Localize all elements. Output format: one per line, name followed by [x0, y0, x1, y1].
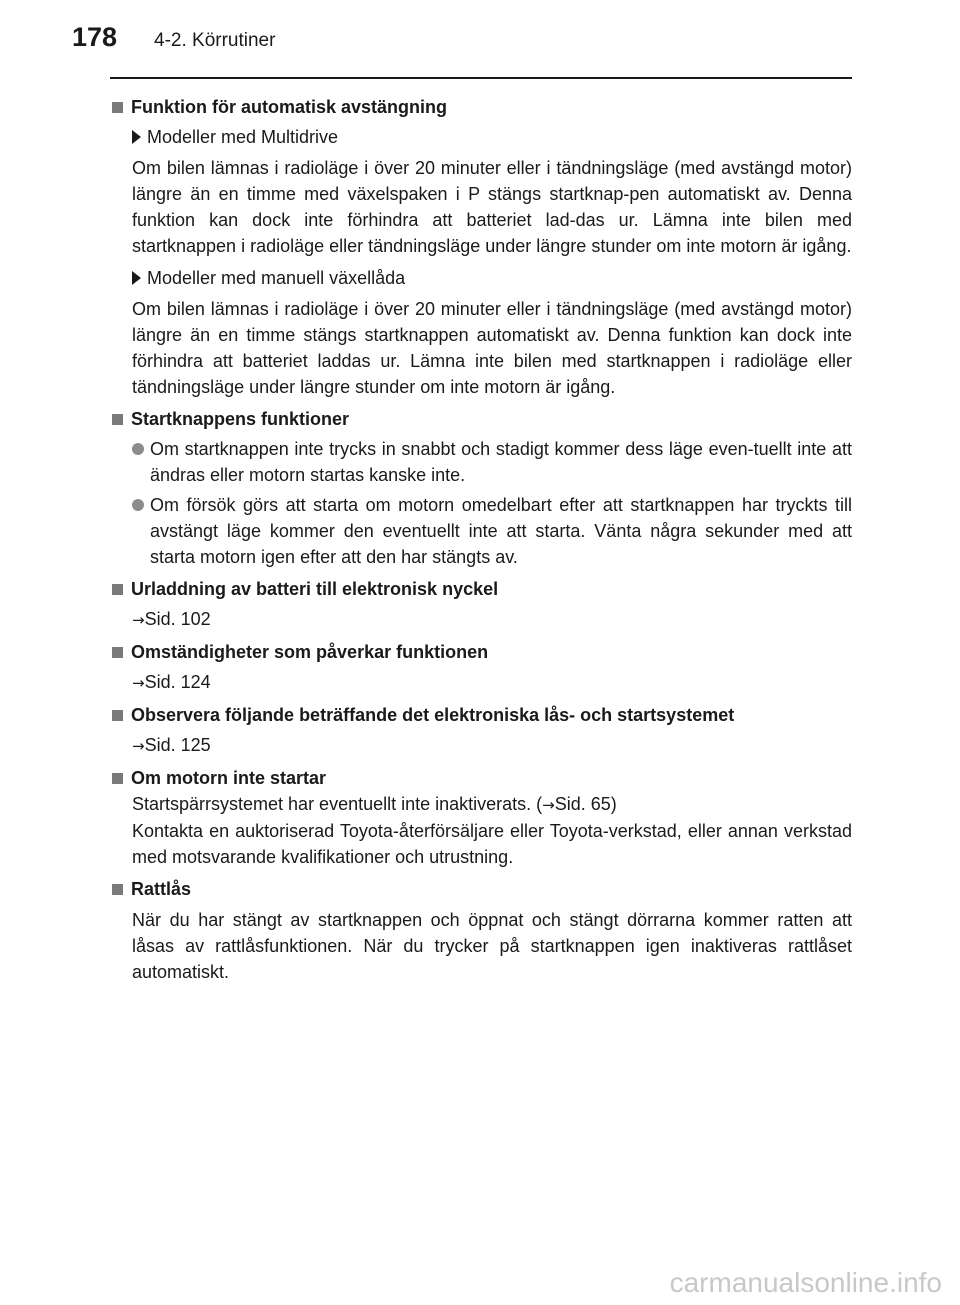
immobilizer-line: [132, 791, 852, 818]
list-item-text: Om försök görs att starta om motorn omedelbart efter att startknappen har tryckts till avstängt läge kommer den eventuellt inte att starta. Vänta några sekunder med att starta motorn igen efter att den har stängts av.: [150, 495, 852, 567]
heading-text: Funktion för automatisk avstängning: [131, 96, 448, 117]
square-bullet-icon: [112, 102, 123, 113]
arrow-right-icon: →: [132, 737, 145, 755]
page-content: [112, 90, 852, 985]
paragraph-steering-lock: När du har stängt av startknappen och öppnat och stängt dörrarna kommer ratten att låsas av rattlåsfunktionen. När du trycker på startknappen igen inaktiveras rattlåset automatiskt.: [132, 910, 852, 982]
subheading-text: Modeller med manuell växellåda: [147, 267, 406, 288]
heading-text: Omständigheter som påverkar funktionen: [131, 641, 489, 662]
paragraph-manual: Om bilen lämnas i radioläge i över 20 minuter eller i tändningsläge (med avstängd motor) längre än en timme stängs startknappen automatiskt av. Denna funktion kan dock inte förhindra att batteriet laddas ur. Lämna inte bilen med startknappen i radioläge eller tändningsläge under längre stunder om inte motorn är igång.: [132, 299, 852, 397]
list-item: [132, 492, 852, 570]
heading-text: Urladdning av batteri till elektronisk nyckel: [131, 578, 499, 599]
list-item: [132, 436, 852, 488]
page-number: 178: [72, 22, 118, 52]
reference-text: Sid. 125: [144, 735, 211, 755]
section-heading-no-start: [112, 765, 852, 791]
reference-text[interactable]: Sid. 65): [554, 794, 617, 814]
arrow-right-icon: →: [542, 796, 555, 814]
reference-text: Sid. 124: [144, 672, 211, 692]
section-heading-steering-lock: [112, 876, 852, 902]
section-title: 4-2. Körrutiner: [154, 30, 276, 51]
watermark: carmanualsonline.info: [669, 1267, 942, 1298]
section-heading-auto-off: [112, 94, 852, 120]
heading-text: Startknappens funktioner: [131, 408, 350, 429]
square-bullet-icon: [112, 710, 123, 721]
arrow-right-icon: →: [132, 674, 145, 692]
header-divider: [110, 77, 852, 79]
heading-text: Om motorn inte startar: [131, 767, 327, 788]
heading-text: Rattlås: [131, 878, 192, 899]
triangle-bullet-icon: [132, 271, 141, 285]
square-bullet-icon: [112, 884, 123, 895]
square-bullet-icon: [112, 414, 123, 425]
list-item-text: Om startknappen inte trycks in snabbt och stadigt kommer dess läge even-tuellt inte att ändras eller motorn startas kanske inte.: [150, 439, 852, 485]
circle-bullet-icon: [132, 443, 144, 455]
page-header: [0, 0, 960, 66]
reference-text: Sid. 102: [144, 609, 211, 629]
subheading-manual: [132, 265, 852, 291]
page-reference-link[interactable]: [132, 606, 852, 633]
paragraph-multidrive: Om bilen lämnas i radioläge i över 20 minuter eller i tändningsläge (med avstängd motor) längre än en timme med växelspaken i P stängs startknap-pen automatiskt av. Denna funktion kan dock inte förhindra att batteriet lad-das ur. Lämna inte bilen med startknappen i radioläge eller tändningsläge under längre stunder om inte motorn är igång.: [132, 158, 852, 256]
section-heading-observe: [112, 702, 852, 728]
line-text: Startspärrsystemet har eventuellt inte inaktiverats. (: [132, 794, 543, 814]
triangle-bullet-icon: [132, 130, 141, 144]
square-bullet-icon: [112, 773, 123, 784]
circle-bullet-icon: [132, 499, 144, 511]
subheading-multidrive: [132, 124, 852, 150]
section-heading-conditions: [112, 639, 852, 665]
section-heading-battery: [112, 576, 852, 602]
square-bullet-icon: [112, 584, 123, 595]
heading-text: Observera följande beträffande det elektroniska lås- och startsystemet: [131, 704, 735, 725]
paragraph-contact-dealer: Kontakta en auktoriserad Toyota-återförsäljare eller Toyota-verkstad, eller annan verkstad med motsvarande kvalifikationer och utrustning.: [132, 821, 852, 867]
page-reference-link[interactable]: [132, 732, 852, 759]
subheading-text: Modeller med Multidrive: [147, 126, 339, 147]
section-heading-start-button: [112, 406, 852, 432]
square-bullet-icon: [112, 647, 123, 658]
arrow-right-icon: →: [132, 611, 145, 629]
page-reference-link[interactable]: [132, 669, 852, 696]
